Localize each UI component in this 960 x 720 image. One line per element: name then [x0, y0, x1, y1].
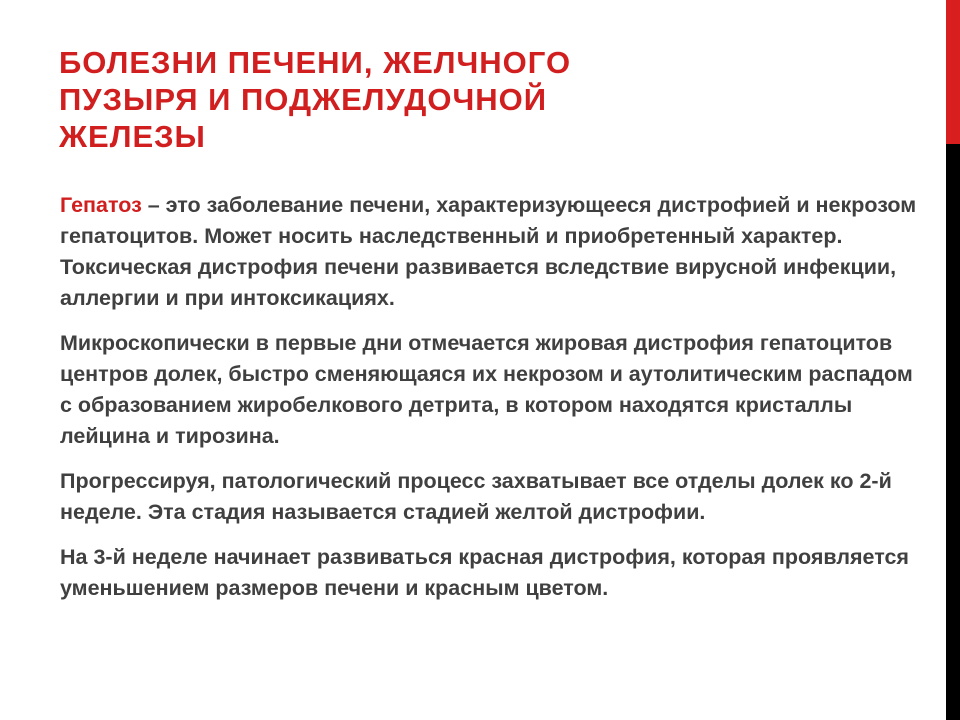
slide-body — [60, 190, 920, 618]
slide-title: БОЛЕЗНИ ПЕЧЕНИ, ЖЕЛЧНОГО ПУЗЫРЯ И ПОДЖЕЛУДОЧНОЙ ЖЕЛЕЗЫ — [59, 45, 572, 154]
paragraph-microscopy: Микроскопически в первые дни отмечается жировая дистрофия гепатоцитов центров долек, быстро сменяющаяся их некрозом и аутолитическим распадом с образованием жиробелкового детрита, в котором находятся кристаллы лейцина и тирозина. — [60, 331, 913, 448]
paragraph-text: – это заболевание печени, характеризующееся дистрофией и некрозом гепатоцитов. Может носить наследственный и приобретенный характер. Токсическая дистрофия печени развивается вследствие вирусной инфекции, аллергии и при интоксикациях. — [60, 193, 917, 310]
paragraph-red-stage: На 3-й неделе начинает развиваться красная дистрофия, которая проявляется уменьшением размеров печени и красным цветом. — [60, 545, 909, 600]
term-hepatosis: Гепатоз — [60, 193, 142, 217]
accent-bar-black — [946, 144, 960, 720]
accent-bar-red — [946, 0, 960, 144]
paragraph-yellow-stage: Прогрессируя, патологический процесс захватывает все отделы долек ко 2-й неделе. Эта стадия называется стадией желтой дистрофии. — [60, 469, 892, 524]
paragraph-hepatosis-definition — [60, 190, 920, 314]
